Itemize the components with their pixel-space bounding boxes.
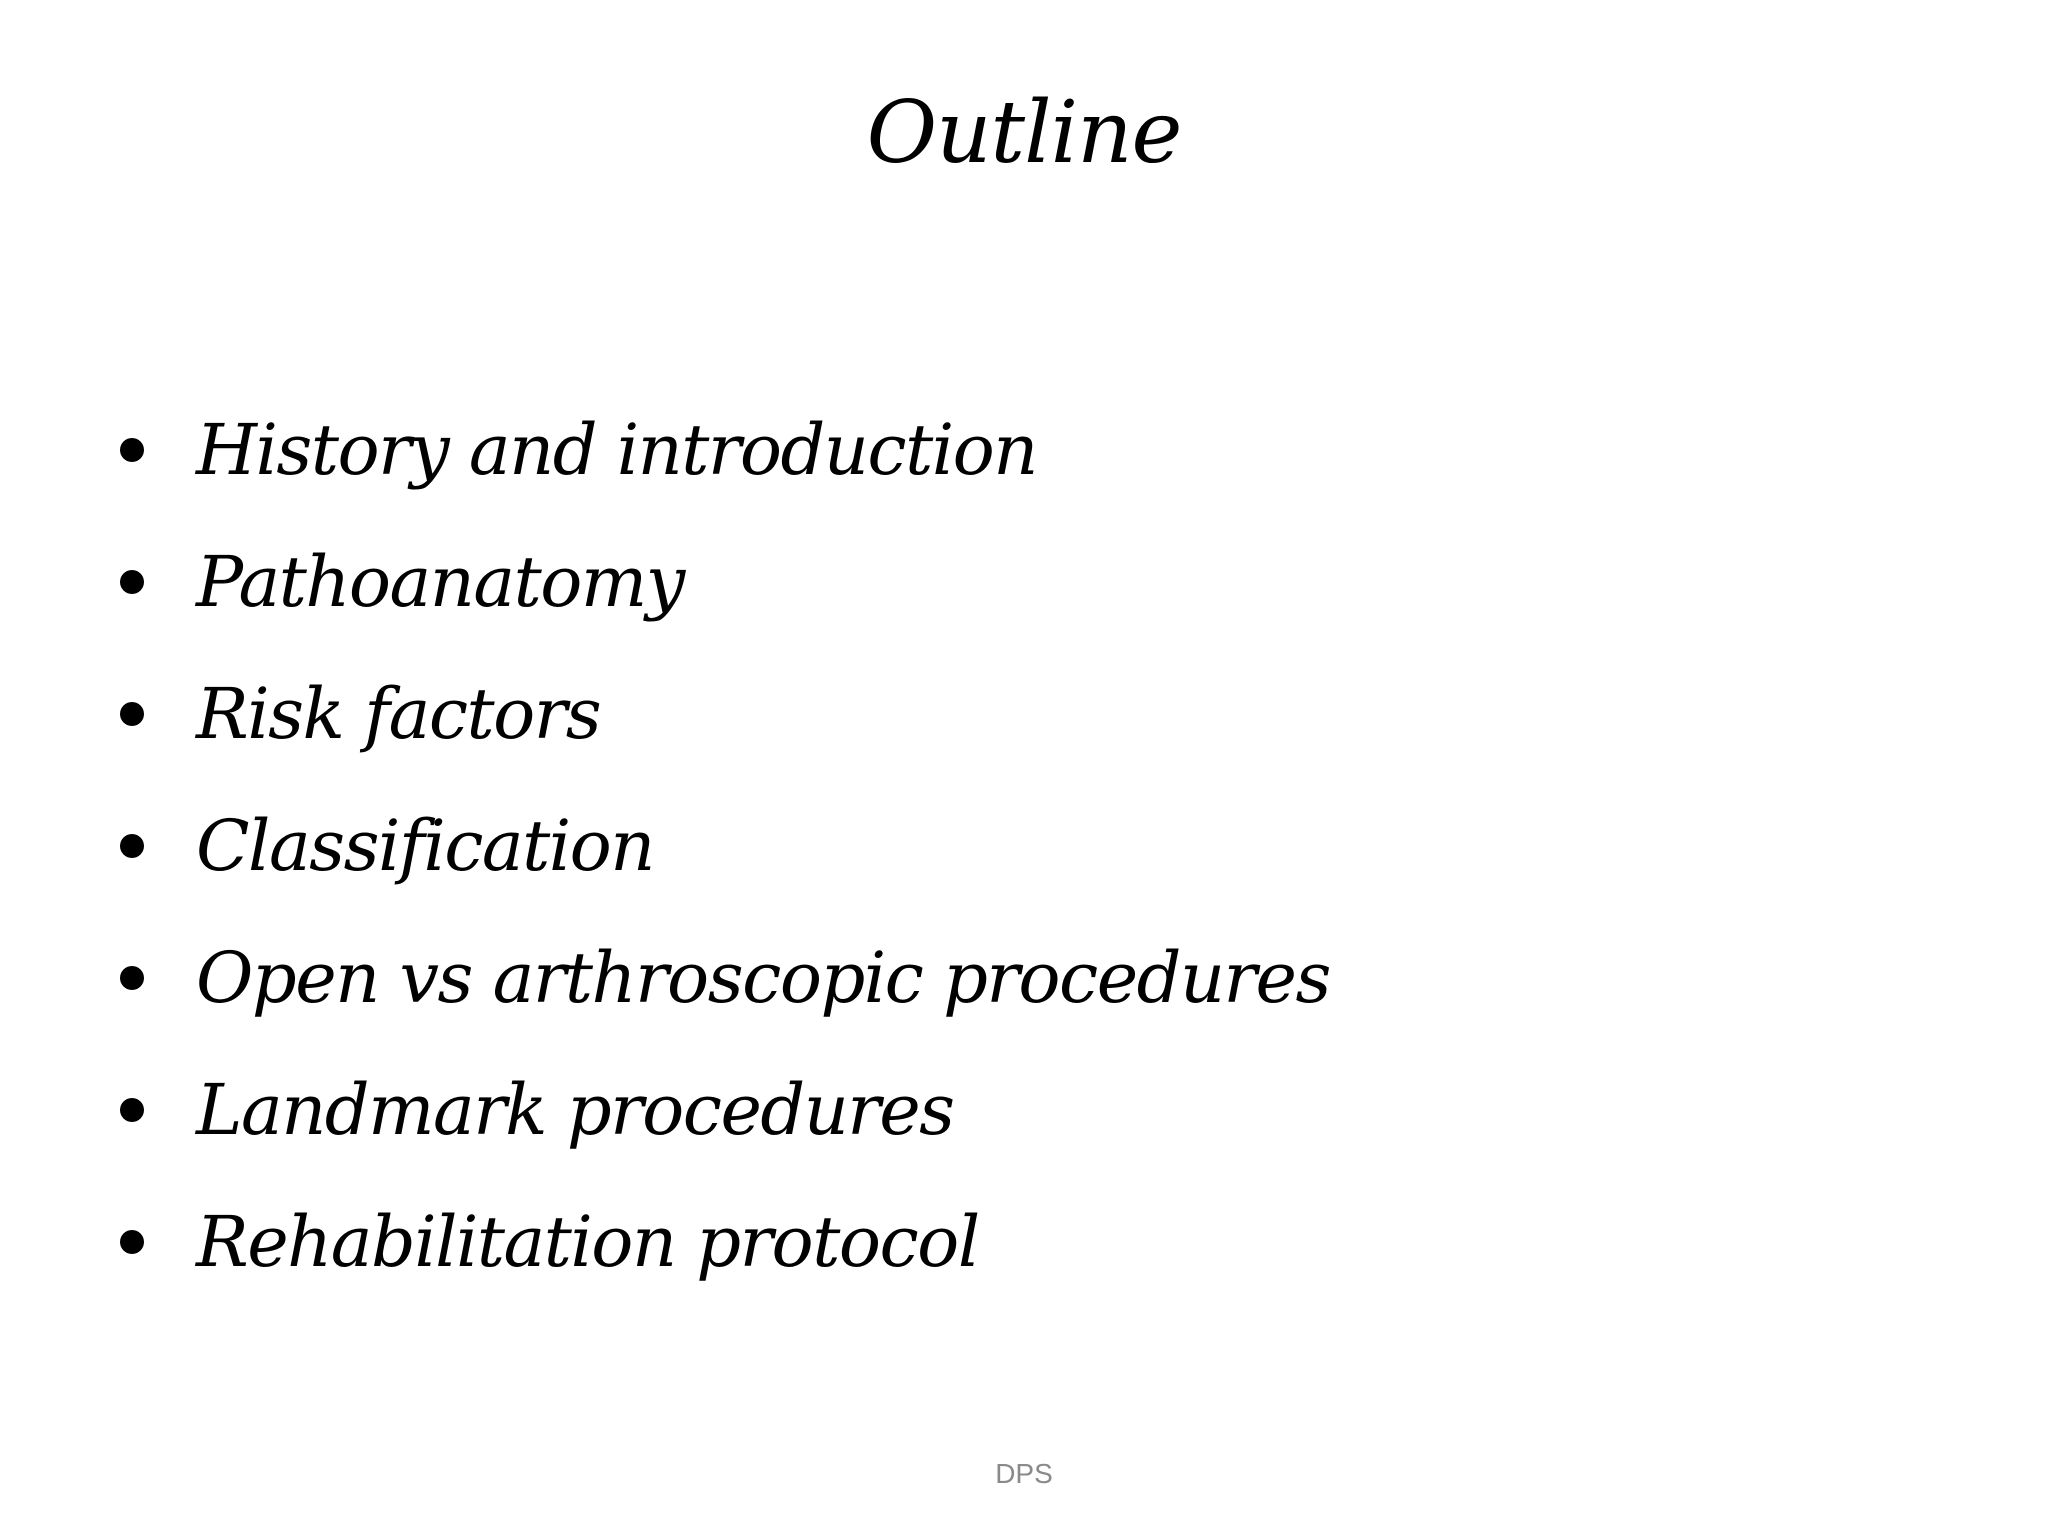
bullet-item — [120, 384, 1330, 516]
bullet-text: Risk factors — [196, 673, 601, 755]
slide-footer: DPS — [995, 1458, 1053, 1489]
bullet-dot-icon — [120, 570, 144, 594]
bullet-item — [120, 648, 1330, 780]
bullet-list — [120, 384, 1330, 1308]
slide-title: Outline — [866, 83, 1182, 183]
bullet-text: Landmark procedures — [196, 1069, 954, 1151]
bullet-dot-icon — [120, 1230, 144, 1254]
bullet-item — [120, 1176, 1330, 1308]
bullet-item — [120, 516, 1330, 648]
bullet-dot-icon — [120, 1098, 144, 1122]
bullet-text: Open vs arthroscopic procedures — [196, 937, 1330, 1019]
bullet-item — [120, 912, 1330, 1044]
bullet-dot-icon — [120, 438, 144, 462]
bullet-dot-icon — [120, 702, 144, 726]
bullet-text: Rehabilitation protocol — [196, 1201, 979, 1283]
bullet-text: Classification — [196, 805, 654, 887]
bullet-item — [120, 780, 1330, 912]
bullet-dot-icon — [120, 966, 144, 990]
bullet-text: Pathoanatomy — [196, 541, 684, 623]
bullet-item — [120, 1044, 1330, 1176]
bullet-text: History and introduction — [196, 409, 1037, 491]
bullet-dot-icon — [120, 834, 144, 858]
